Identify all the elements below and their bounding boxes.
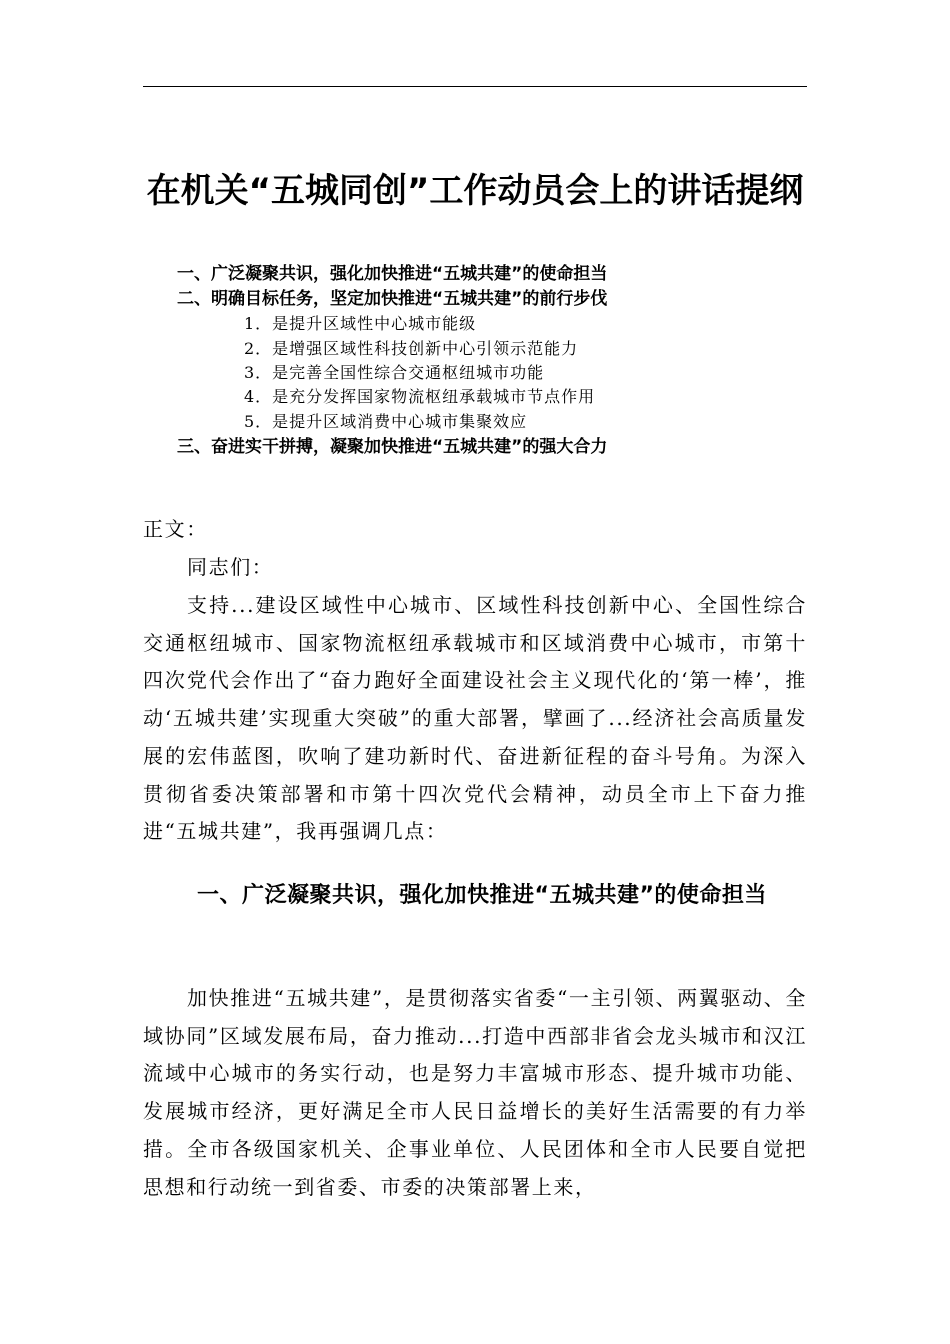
paragraph: 加快推进“五城共建”，是贯彻落实省委“一主引领、两翼驱动、全域协同”区域发展布局，奋力推动...打造中西部非省会龙头城市和汉江流域中心城市的务实行动，也是努力丰富城市形态、提升城市功能、发展城市经济，更好满足全市人民日益增长的美好生活需要的有力举措。全市各级国家机关、企事业单位、人民团体和全市人民要自觉把思想和行动统一到省委、市委的决策部署上来， — [143, 986, 807, 1199]
outline-subitem: 3．是完善全国性综合交通枢纽城市功能 — [244, 363, 545, 382]
outline-item: 一、广泛凝聚共识，强化加快推进“五城共建”的使命担当 — [177, 264, 608, 284]
outline-item: 三、奋进实干拼搏，凝聚加快推进“五城共建”的强大合力 — [177, 437, 608, 457]
outline-subitem: 4．是充分发挥国家物流枢纽承载城市节点作用 — [244, 387, 596, 406]
outline-item: 二、明确目标任务，坚定加快推进“五城共建”的前行步伐 — [177, 289, 608, 309]
section-heading: 一、广泛凝聚共识，强化加快推进“五城共建”的使命担当 — [197, 883, 767, 908]
outline-subitem: 1．是提升区域性中心城市能级 — [244, 314, 477, 333]
outline-subitem: 2．是增强区域性科技创新中心引领示范能力 — [244, 339, 579, 358]
greeting: 同志们： — [187, 555, 274, 579]
paragraph: 支持...建设区域性中心城市、区域性科技创新中心、全国性综合交通枢纽城市、国家物流枢纽承载城市和区域消费中心城市，市第十四次党代会作出了“奋力跑好全面建设社会主义现代化的‘第一棒’，推动‘五城共建’实现重大突破”的重大部署，擘画了...经济社会高质量发展的宏伟蓝图，吹响了建功新时代、奋进新征程的奋斗号角。为深入贯彻省委决策部署和市第十四次党代会精神，动员全市上下奋力推进“五城共建”，我再强调几点： — [143, 593, 807, 844]
document-title: 在机关“五城同创”工作动员会上的讲话提纲 — [146, 171, 804, 211]
header-rule — [143, 86, 807, 87]
body-label: 正文： — [143, 517, 208, 541]
outline-subitem: 5．是提升区域消费中心城市集聚效应 — [244, 412, 528, 431]
